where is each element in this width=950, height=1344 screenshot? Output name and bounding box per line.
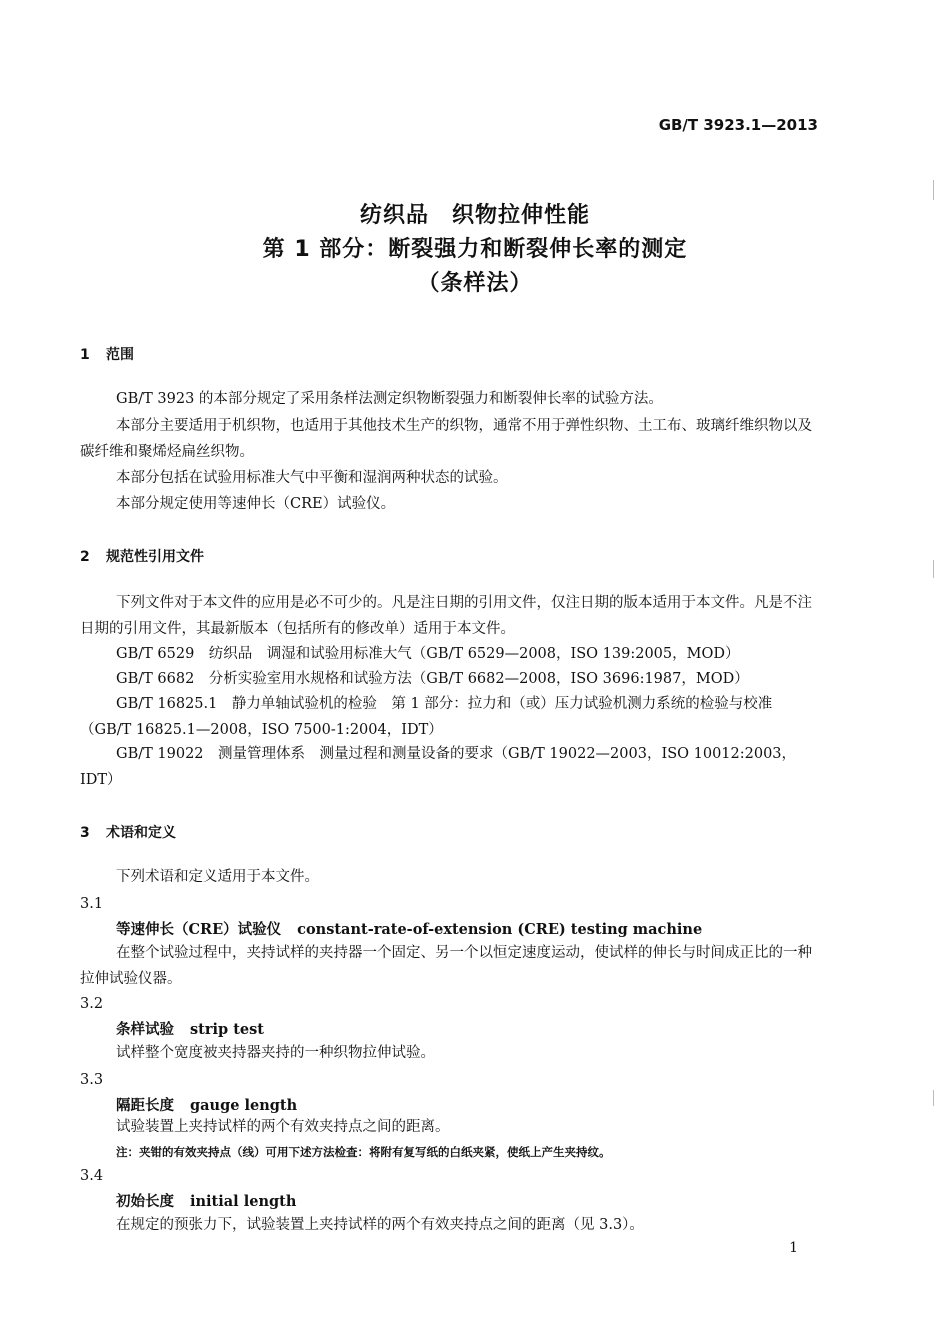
term-number: 3.4 <box>80 1168 104 1184</box>
reference-item: GB/T 16825.1 静力单轴试验机的检验 第 1 部分：拉力和（或）压力试验机测力系统的检验与校准（GB/T 16825.1—2008，ISO 7500-1:2004，IDT） <box>80 696 773 738</box>
paragraph: 本部分包括在试验用标准大气中平衡和湿润两种状态的试验。 <box>116 470 508 486</box>
term-en: strip test <box>190 1021 264 1038</box>
reference-item: GB/T 6529 纺织品 调湿和试验用标准大气（GB/T 6529—2008，ISO 139:2005，MOD） <box>116 646 740 662</box>
paragraph: 本部分主要适用于机织物，也适用于其他技术生产的织物，通常不用于弹性织物、土工布、玻璃纤维织物以及碳纤维和聚烯烃扁丝织物。 <box>80 418 812 460</box>
title-line-3: （条样法） <box>417 271 533 296</box>
section-number: 2 <box>80 549 90 565</box>
paragraph: 本部分规定使用等速伸长（CRE）试验仪。 <box>116 496 396 512</box>
section-1-heading <box>80 344 134 364</box>
section-number: 1 <box>80 347 90 363</box>
paragraph: 下列文件对于本文件的应用是必不可少的。凡是注日期的引用文件，仅注日期的版本适用于本文件。凡是不注日期的引用文件，其最新版本（包括所有的修改单）适用于本文件。 <box>80 595 812 637</box>
section-title: 范围 <box>106 347 134 363</box>
term-cn: 等速伸长（CRE）试验仪 <box>116 921 282 938</box>
term-cn: 隔距长度 <box>116 1097 174 1114</box>
title-line-2: 第 1 部分：断裂强力和断裂伸长率的测定 <box>262 237 688 262</box>
paragraph: GB/T 3923 的本部分规定了采用条样法测定织物断裂强力和断裂伸长率的试验方法。 <box>116 391 663 407</box>
term-number: 3.2 <box>80 996 104 1012</box>
term-number: 3.1 <box>80 896 104 912</box>
scan-mark <box>933 1090 934 1106</box>
term-title <box>116 1094 297 1115</box>
paragraph: 下列术语和定义适用于本文件。 <box>116 869 319 885</box>
section-title: 规范性引用文件 <box>106 549 204 565</box>
section-number: 3 <box>80 825 90 841</box>
term-en: constant-rate-of-extension (CRE) testing machine <box>297 921 703 938</box>
term-definition: 在规定的预张力下，试验装置上夹持试样的两个有效夹持点之间的距离（见 3.3）。 <box>116 1217 644 1233</box>
note: 注：夹钳的有效夹持点（线）可用下述方法检查：将附有复写纸的白纸夹紧，使纸上产生夹持纹。 <box>116 1145 611 1159</box>
section-3-heading <box>80 822 176 842</box>
scan-mark <box>933 560 934 578</box>
standard-number: GB/T 3923.1—2013 <box>658 116 818 134</box>
term-number: 3.3 <box>80 1072 104 1088</box>
term-cn: 初始长度 <box>116 1193 174 1210</box>
section-2-heading <box>80 546 204 566</box>
scan-mark <box>933 180 934 200</box>
term-title <box>116 1190 296 1211</box>
title-line-1: 纺织品 织物拉伸性能 <box>359 203 590 228</box>
term-cn: 条样试验 <box>116 1021 174 1038</box>
reference-item: GB/T 6682 分析实验室用水规格和试验方法（GB/T 6682—2008，ISO 3696:1987，MOD） <box>116 671 749 687</box>
page-number: 1 <box>789 1240 798 1256</box>
term-en: initial length <box>190 1193 297 1210</box>
term-definition: 在整个试验过程中，夹持试样的夹持器一个固定、另一个以恒定速度运动，使试样的伸长与时间成正比的一种拉伸试验仪器。 <box>80 945 812 987</box>
term-title <box>116 918 702 939</box>
section-title: 术语和定义 <box>106 825 176 841</box>
term-en: gauge length <box>190 1097 298 1114</box>
term-title <box>116 1018 264 1039</box>
term-definition: 试验装置上夹持试样的两个有效夹持点之间的距离。 <box>116 1119 450 1135</box>
reference-item: GB/T 19022 测量管理体系 测量过程和测量设备的要求（GB/T 19022—2003，ISO 10012:2003，IDT） <box>80 746 797 788</box>
term-definition: 试样整个宽度被夹持器夹持的一种织物拉伸试验。 <box>116 1045 435 1061</box>
